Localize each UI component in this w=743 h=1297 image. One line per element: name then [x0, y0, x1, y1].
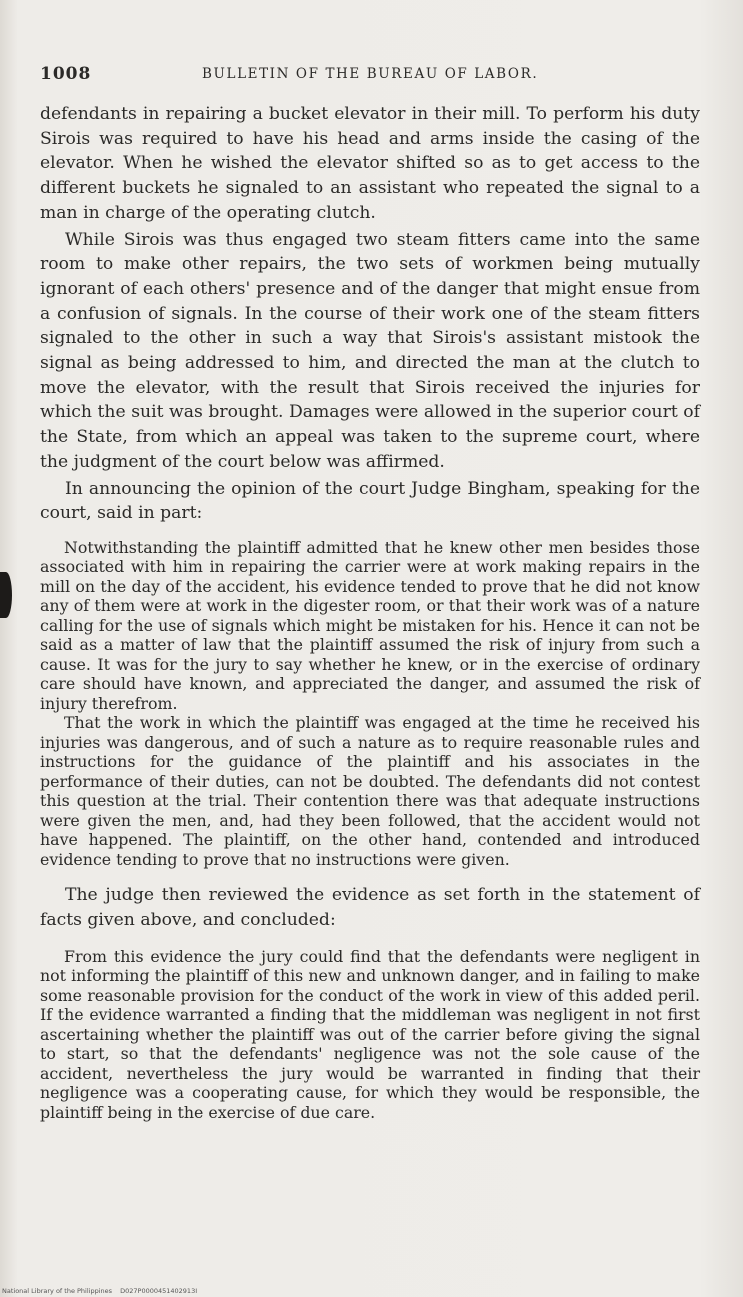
body-paragraph: In announcing the opinion of the court Judge Bingham, speaking for the court, said in part:: [40, 478, 700, 524]
footer-library: National Library of the Philippines: [2, 1287, 113, 1295]
binding-ink-blot: [0, 572, 12, 618]
quoted-opinion-paragraph: Notwithstanding the plaintiff admitted that he knew other men besides those associated with him in repairing the carrier were at work making repairs in the mill on the day of the accident, his evidence tended to prove that he did not know any of them were at work in the digester room, or that their work was of a nature calling for the use of signals which might be mistaken for his. Hence it can not be said as a matter of law that the plaintiff assumed the risk of injury from such a cause. It was for the jury to say whether he knew, or in the exercise of ordinary care should have known, and appreciated the danger, and assumed the risk of injury therefrom.: [40, 537, 700, 713]
quoted-opinion-paragraph: That the work in which the plaintiff was engaged at the time he received his injuries was dangerous, and of such a nature as to require reasonable rules and instructions for the guidance of the plaintiff and his associates in the performance of their duties, can not be doubted. The defendants did not contest this question at the trial. Their contention there was that adequate instructions were given the men, and, had they been followed, that the accident would not have happened. The plaintiff, on the other hand, contended and introduced evidence tending to prove that no instructions were given.: [40, 713, 700, 869]
running-head: BULLETIN OF THE BUREAU OF LABOR.: [202, 66, 539, 82]
footer-code: D027P0000451402913I: [120, 1287, 198, 1295]
scan-footer: [2, 1287, 203, 1295]
body-paragraph: While Sirois was thus engaged two steam fitters came into the same room to make other repairs, the two sets of workmen being mutually ignorant of each others' presence and of the danger that might ensue from a confusion of signals. In the course of their work one of the steam fitters signaled to the other in such a way that Sirois's assistant mistook the signal as being addressed to him, and directed the man at the clutch to move the elevator, with the result that Sirois received the injuries for which the suit was brought. Damages were allowed in the superior court of the State, from which an appeal was taken to the supreme court, where the judgment of the court below was affirmed.: [40, 229, 700, 472]
page-body: [40, 102, 700, 1122]
page-header: [40, 64, 700, 88]
quoted-opinion-paragraph: From this evidence the jury could find that the defendants were negligent in not informing the plaintiff of this new and unknown danger, and in failing to make some reasonable provision for the conduct of the work in view of this added peril. If the evidence warranted a finding that the middleman was negligent in not first ascertaining whether the plaintiff was out of the carrier before giving the signal to start, so that the defendants' negligence was not the sole cause of the accident, nevertheless the jury would be warranted in finding that their negligence was a cooperating cause, for which they would be responsible, the plaintiff being in the exercise of due care.: [40, 946, 700, 1122]
body-paragraph: defendants in repairing a bucket elevator in their mill. To perform his duty Sirois was required to have his head and arms inside the casing of the elevator. When he wished the elevator shifted so as to get access to the different buckets he signaled to an assistant who repeated the signal to a man in charge of the operating clutch.: [40, 104, 700, 223]
page-number: 1008: [40, 64, 92, 84]
body-paragraph: The judge then reviewed the evidence as set forth in the statement of facts given above, and concluded:: [40, 885, 700, 931]
